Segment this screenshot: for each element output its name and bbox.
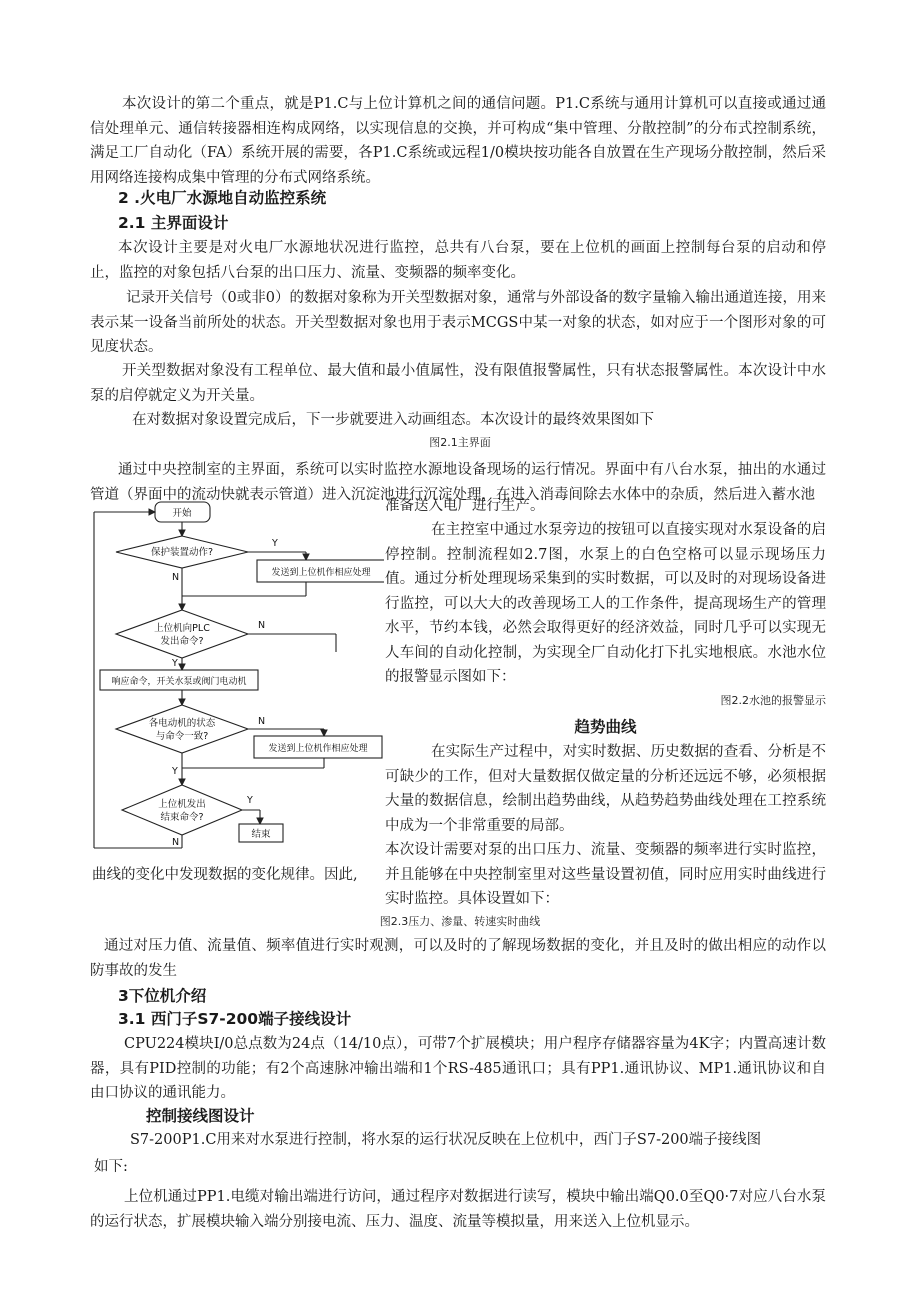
heading-control-wiring: 控制接线图设计 <box>146 1107 255 1125</box>
control-flowchart <box>92 500 384 858</box>
paragraph-trend-analysis: 在实际生产过程中，对实时数据、历史数据的查看、分析是不可缺少的工作，但对大量数据仅做定量的分析还远远不够，必须根据大量的数据信息，绘制出趋势曲线，从趋势趋势曲线处理在工控系统中成为一个非常重要的局部。 <box>385 744 826 834</box>
paragraph-switch-attributes: 开关型数据对象没有工程单位、最大值和最小值属性，没有限值报警属性，只有状态报警属性。本次设计中水泵的启停就定义为开关量。 <box>90 363 826 404</box>
flow-decision-upper-command-label-2: 发出命令? <box>160 636 204 647</box>
figure-caption-2-3: 图2.3压力、渗量、转速实时曲线 <box>379 915 541 928</box>
flow-decision-upper-command <box>116 610 248 658</box>
flow-decision-motor-status-label-1: 各电动机的状态 <box>148 718 216 729</box>
paragraph-cpu224: CPU224模块I/0总点数为24点（14/10点），可带7个扩展模块；用户程序存储器容量为4K字；内置高速计数器，具有PID控制的功能；有2个高速脉冲输出端和1个RS-485通讯口；具有PP1.通讯协议、MP1.通讯协议和自由口协议的通讯能力。 <box>90 1036 826 1101</box>
paragraph-main-interface-continued: 准备送入电厂进行生产。 <box>385 498 545 514</box>
flow-decision-end-command-label-1: 上位机发出 <box>158 799 206 810</box>
section-heading-2: 2 .火电厂水源地自动监控系统 <box>118 189 327 207</box>
heading-trend-curve: 趋势曲线 <box>574 718 637 736</box>
paragraph-s7-200-continued: 如下: <box>94 1159 128 1175</box>
paragraph-plc-communication: 本次设计的第二个重点，就是P1.C与上位计算机之间的通信问题。P1.C系统与通用计算机可以直接或通过通信处理单元、通信转接器相连构成网络，以实现信息的交换，并可构成“集中管理、分散控制”的分布式控制系统，满足工厂自动化（FA）系统开展的需要，各P1.C系统或远程1/0模块按功能各自放置在生产现场分散控制，然后采用网络连接构成集中管理的分布式网络系统。 <box>90 96 826 186</box>
flow-decision-motor-status <box>116 705 248 753</box>
paragraph-animation-config: 在对数据对象设置完成后，下一步就要进入动画组态。本次设计的最终效果图如下 <box>132 412 654 428</box>
paragraph-realtime-observation: 通过对压力值、流量值、频率值进行实时观测，可以及时的了解现场数据的变化，并且及时的做出相应的动作以防事故的发生 <box>90 938 826 979</box>
paragraph-monitoring-overview: 本次设计主要是对火电厂水源地状况进行监控，总共有八台泵，要在上位机的画面上控制每台泵的启动和停止，监控的对象包括八台泵的出口压力、流量、变频器的频率变化。 <box>90 240 826 281</box>
figure-caption-2-1: 图2.1主界面 <box>429 436 491 449</box>
flow-no-label-4: N <box>172 837 180 848</box>
figure-caption-2-2: 图2.2水池的报警显示 <box>720 694 826 707</box>
flow-decision-end-command-label-2: 结束命令? <box>160 812 204 823</box>
paragraph-main-interface: 通过中央控制室的主界面，系统可以实时监控水源地设备现场的运行情况。界面中有八台水泵，抽出的水通过管道（界面中的流动快就表示管道）进入沉淀池进行沉淀处理，在进入消毒间除去水体中的杂质，然后进入蓄水池 <box>90 462 826 503</box>
flow-decision-end-command <box>122 785 242 835</box>
paragraph-ppi-access: 上位机通过PP1.电缆对输出端进行访问，通过程序对数据进行读写，模块中输出端Q0.0至Q0·7对应八台水泵的运行状态，扩展模块输入端分别接电流、压力、温度、流量等模拟量，用来送入上位机显示。 <box>90 1189 826 1230</box>
flow-yes-label-3: Y <box>172 766 178 777</box>
flow-yes-label-1: Y <box>272 538 278 549</box>
flow-yes-label-4: Y <box>247 795 253 806</box>
paragraph-pump-control: 在主控室中通过水泵旁边的按钮可以直接实现对水泵设备的启停控制。控制流程如2.7图，水泵上的白色空格可以显示现场压力值。通过分析处理现场采集到的实时数据，可以及时的对现场设备进行监控，可以大大的改善现场工人的工作条件，提高现场生产的管理水平，节约本钱，必然会取得更好的经济效益，同时几乎可以实现无人车间的自动化控制，为实现全厂自动化打下扎实地根底。水池水位的报警显示图如下： <box>385 522 826 685</box>
flow-action-send-upper-2-label: 发送到上位机作相应处理 <box>268 744 368 754</box>
flow-decision-motor-status-label-2: 与命令一致? <box>155 731 209 742</box>
paragraph-s7-200: S7-200P1.C用来对水泵进行控制，将水泵的运行状况反映在上位机中，西门子S7-200端子接线图 <box>130 1132 762 1148</box>
flow-no-label-1: N <box>172 572 180 583</box>
section-heading-2-1: 2.1 主界面设计 <box>118 214 229 232</box>
flow-action-respond-command-label: 响应命令，开关水泵或阀门电动机 <box>111 677 247 687</box>
flow-action-send-upper-1-label: 发送到上位机作相应处理 <box>271 568 371 578</box>
flow-start-label: 开始 <box>172 508 192 519</box>
flow-no-label-3: N <box>258 716 266 727</box>
section-heading-3: 3下位机介绍 <box>118 987 207 1005</box>
paragraph-left-fragment: 曲线的变化中发现数据的变化规律。因此, <box>92 867 358 883</box>
flow-decision-upper-command-label-1: 上位机向PLC <box>154 623 210 634</box>
flow-yes-label-2: Y <box>172 658 178 669</box>
flow-decision-protection-label: 保护装置动作? <box>150 547 214 558</box>
section-heading-3-1: 3.1 西门子S7-200端子接线设计 <box>118 1010 352 1028</box>
flow-no-label-2: N <box>258 620 266 631</box>
paragraph-switch-data-object: 记录开关信号（0或非0）的数据对象称为开关型数据对象，通常与外部设备的数字量输入输出通道连接，用来表示某一设备当前所处的状态。开关型数据对象也用于表示MCGS中某一对象的状态，如对应于一个图形对象的可见度状态。 <box>90 290 826 355</box>
flow-end-label: 结束 <box>251 829 271 840</box>
paragraph-realtime-monitoring: 本次设计需要对泵的出口压力、流量、变频器的频率进行实时监控，并且能够在中央控制室里对这些量设置初值，同时应用实时曲线进行实时监控。具体设置如下： <box>385 842 826 907</box>
